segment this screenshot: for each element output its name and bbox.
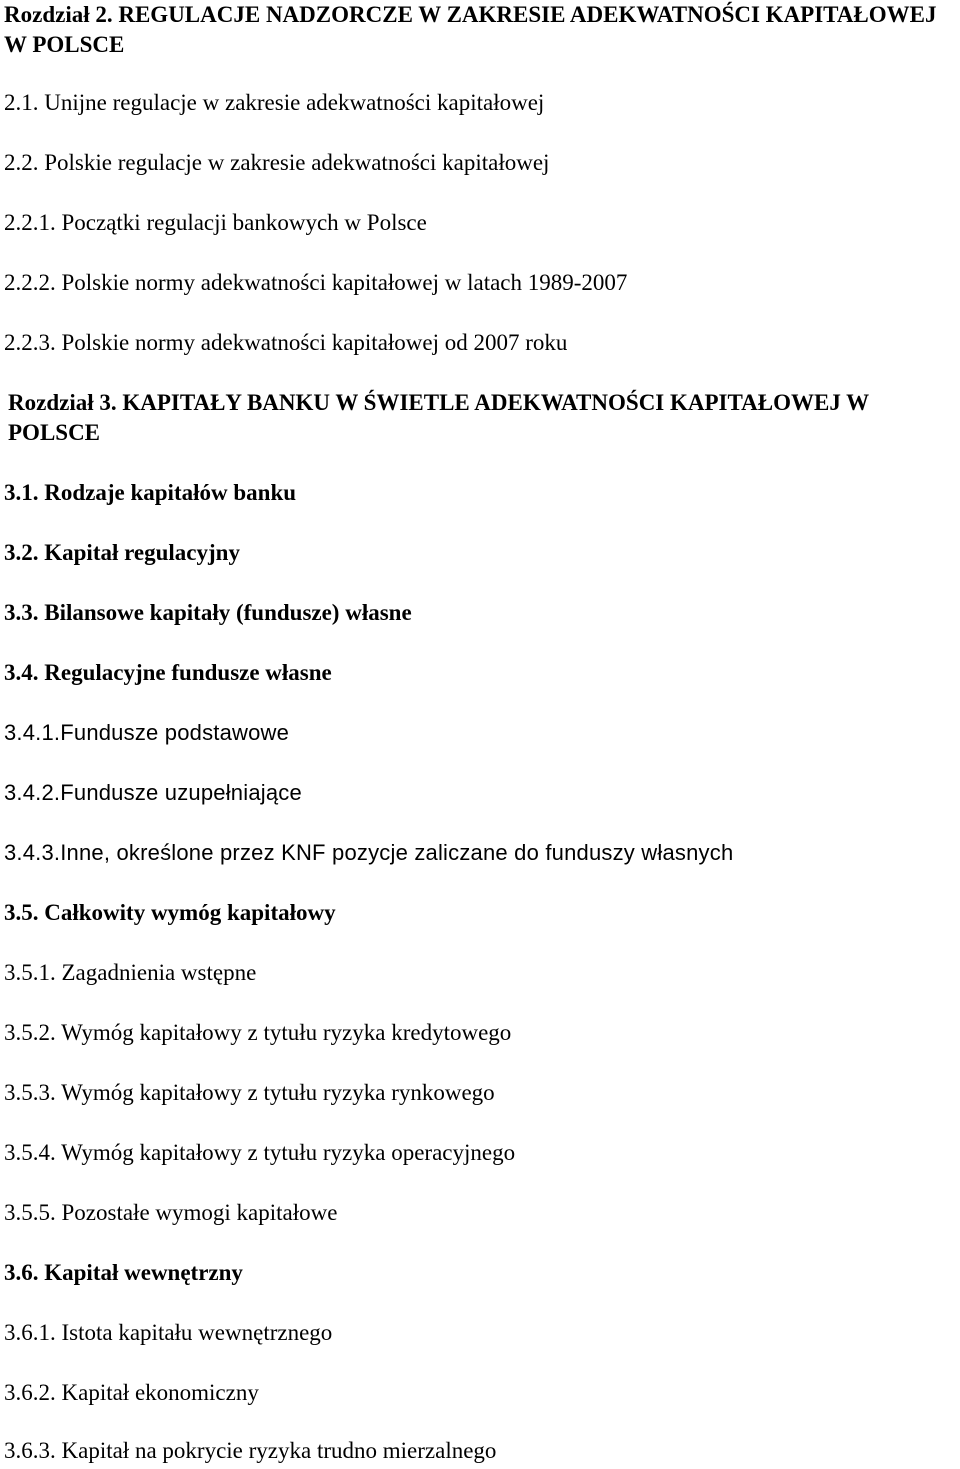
toc-entry-3-5-4: 3.5.4. Wymóg kapitałowy z tytułu ryzyka operacyjnego	[4, 1140, 516, 1165]
toc-entry-3-5: 3.5. Całkowity wymóg kapitałowy	[4, 900, 336, 925]
toc-entry-3-3: 3.3. Bilansowe kapitały (fundusze) własne	[4, 600, 412, 625]
chapter-2-heading: Rozdział 2. REGULACJE NADZORCZE W ZAKRESIE ADEKWATNOŚCI KAPITAŁOWEJ W POLSCE	[4, 2, 937, 57]
toc-entry-3-6: 3.6. Kapitał wewnętrzny	[4, 1260, 243, 1285]
toc-entry-2-2: 2.2. Polskie regulacje w zakresie adekwatności kapitałowej	[4, 150, 550, 175]
toc-entry-3-5-3: 3.5.3. Wymóg kapitałowy z tytułu ryzyka rynkowego	[4, 1080, 495, 1105]
toc-entry-3-4-2: 3.4.2.Fundusze uzupełniające	[4, 780, 302, 805]
toc-entry-2-2-1: 2.2.1. Początki regulacji bankowych w Polsce	[4, 210, 427, 235]
toc-entry-3-6-2: 3.6.2. Kapitał ekonomiczny	[4, 1380, 259, 1405]
toc-entry-3-6-1: 3.6.1. Istota kapitału wewnętrznego	[4, 1320, 333, 1345]
toc-entry-3-2: 3.2. Kapitał regulacyjny	[4, 540, 240, 565]
toc-entry-3-1: 3.1. Rodzaje kapitałów banku	[4, 480, 297, 505]
toc-entry-2-1: 2.1. Unijne regulacje w zakresie adekwatności kapitałowej	[4, 90, 545, 115]
toc-entry-3-5-1: 3.5.1. Zagadnienia wstępne	[4, 960, 257, 985]
toc-entry-3-5-2: 3.5.2. Wymóg kapitałowy z tytułu ryzyka kredytowego	[4, 1020, 512, 1045]
toc-entry-3-4-1: 3.4.1.Fundusze podstawowe	[4, 720, 290, 745]
chapter-3-heading: Rozdział 3. KAPITAŁY BANKU W ŚWIETLE ADEKWATNOŚCI KAPITAŁOWEJ W POLSCE	[8, 390, 869, 445]
toc-entry-3-6-3: 3.6.3. Kapitał na pokrycie ryzyka trudno mierzalnego	[4, 1438, 497, 1463]
toc-entry-3-5-5: 3.5.5. Pozostałe wymogi kapitałowe	[4, 1200, 338, 1225]
toc-entry-3-4-3: 3.4.3.Inne, określone przez KNF pozycje zaliczane do funduszy własnych	[4, 840, 734, 865]
toc-entry-2-2-3: 2.2.3. Polskie normy adekwatności kapitałowej od 2007 roku	[4, 330, 568, 355]
toc-entry-2-2-2: 2.2.2. Polskie normy adekwatności kapitałowej w latach 1989-2007	[4, 270, 628, 295]
toc-entry-3-4: 3.4. Regulacyjne fundusze własne	[4, 660, 332, 685]
